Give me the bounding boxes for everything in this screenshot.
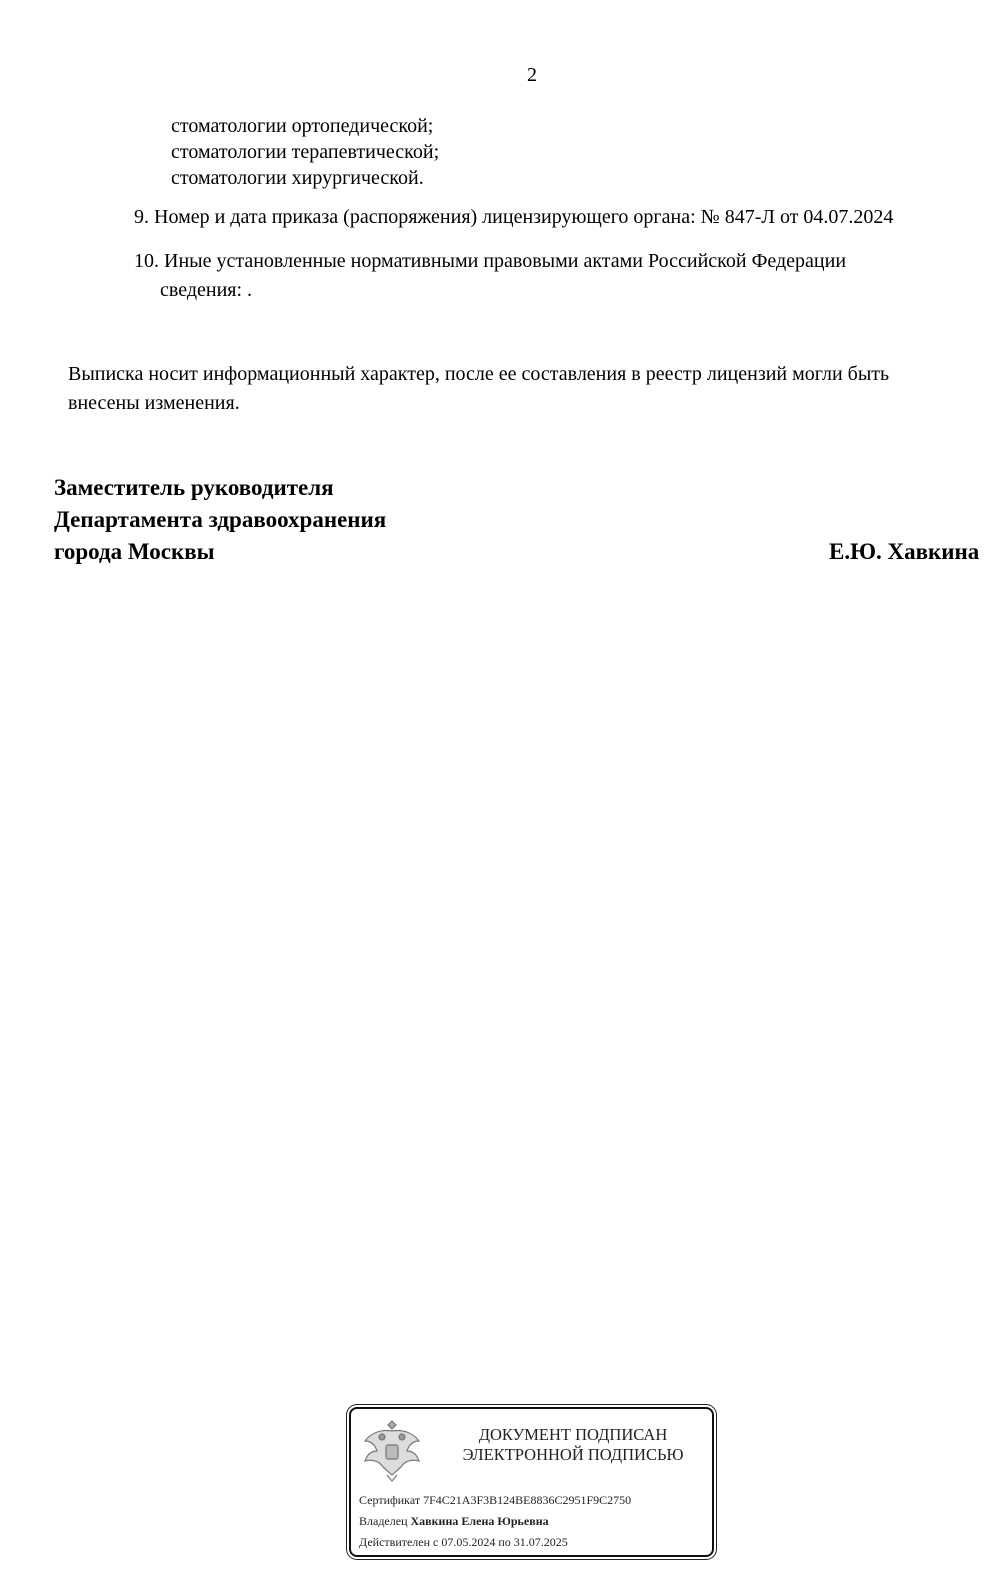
page-number: 2 — [527, 64, 537, 86]
certificate-value: 7F4C21A3F3B124BE8836C2951F9C2750 — [423, 1493, 632, 1507]
other-info-item: 10. Иные установленные нормативными правовыми актами Российской Федерации — [134, 250, 847, 272]
signatory-city: города Москвы — [54, 539, 215, 564]
stamp-certificate — [359, 1493, 631, 1508]
specialty-item: стоматологии хирургической. — [171, 167, 424, 189]
stamp-title — [443, 1425, 703, 1465]
disclaimer-note-continuation: внесены изменения. — [68, 392, 240, 414]
owner-value: Хавкина Елена Юрьевна — [410, 1514, 549, 1528]
order-number-item: 9. Номер и дата приказа (распоряжения) лицензирующего органа: № 847-Л от 04.07.2024 — [134, 206, 894, 228]
electronic-signature-stamp — [349, 1407, 714, 1557]
stamp-validity: Действителен с 07.05.2024 по 31.07.2025 — [359, 1535, 568, 1549]
coat-of-arms-icon — [359, 1415, 425, 1485]
disclaimer-note: Выписка носит информационный характер, после ее составления в реестр лицензий могли быть — [68, 363, 890, 385]
other-info-item-continuation: сведения: . — [160, 279, 253, 301]
owner-label: Владелец — [359, 1514, 408, 1528]
specialty-item: стоматологии ортопедической; — [171, 115, 434, 137]
signatory-department: Департамента здравоохранения — [54, 507, 387, 532]
certificate-label: Сертификат — [359, 1493, 421, 1507]
stamp-title-line: ЭЛЕКТРОННОЙ ПОДПИСЬЮ — [462, 1445, 684, 1464]
stamp-title-line: ДОКУМЕНТ ПОДПИСАН — [478, 1425, 668, 1444]
specialty-item: стоматологии терапевтической; — [171, 141, 440, 163]
signatory-name: Е.Ю. Хавкина — [829, 539, 980, 564]
signatory-position: Заместитель руководителя — [54, 475, 334, 500]
stamp-owner — [359, 1514, 549, 1529]
